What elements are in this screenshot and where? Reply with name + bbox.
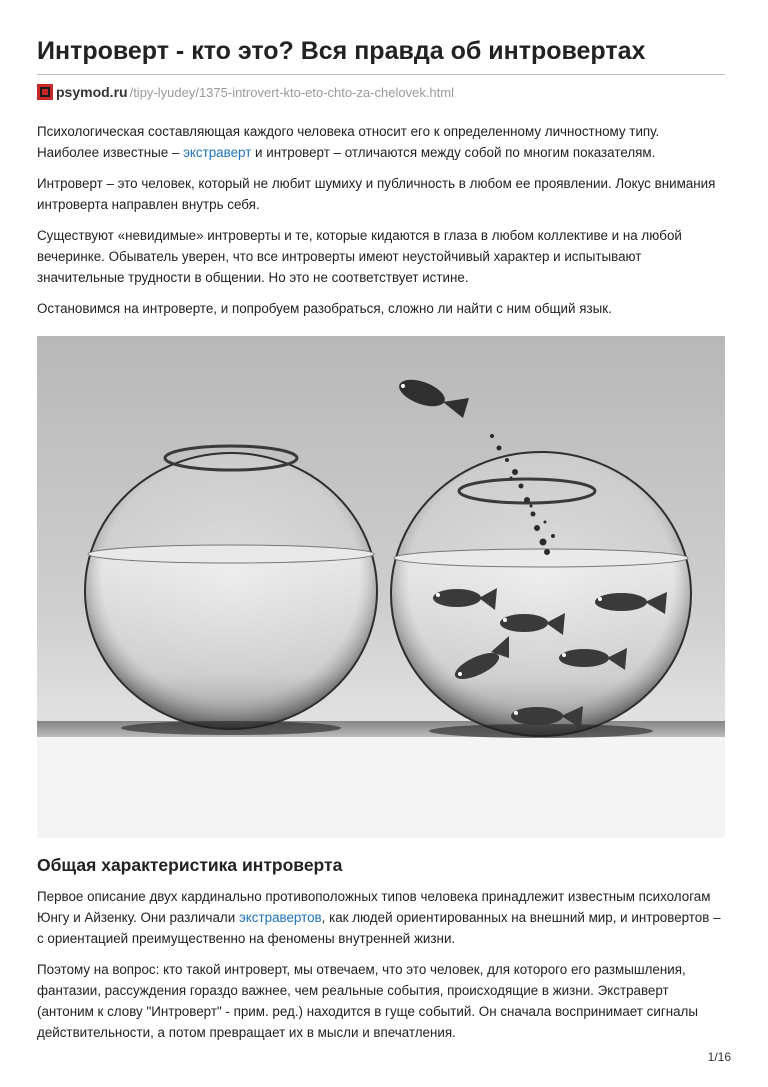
section-text bbox=[37, 886, 725, 1053]
paragraph bbox=[37, 121, 725, 163]
paragraph-text: и интроверт – отличаются между собой по многим показателям. bbox=[251, 145, 656, 160]
paragraph bbox=[37, 886, 725, 949]
paragraph: Существуют «невидимые» интроверты и те, которые кидаются в глаза в любом коллективе и на любой вечеринке. Обыватель уверен, что все интроверты имеют неустойчивый характер и испытывают значительные трудности в общении. Но это не соответствует истине. bbox=[37, 228, 682, 285]
extraverts-link[interactable]: экстравертов bbox=[238, 910, 322, 925]
article-title: Интроверт - кто это? Вся правда об интровертах bbox=[37, 37, 646, 65]
photo-illustration bbox=[37, 336, 725, 838]
paragraph-text: , как людей ориентированных на внешний мир, и интровертов – с ориентацией преимущественно на феномены внутренней жизни. bbox=[37, 910, 721, 946]
site-logo-icon bbox=[37, 84, 53, 100]
page-number: 1/16 bbox=[707, 1050, 731, 1064]
paragraph: Остановимся на интроверте, и попробуем разобраться, сложно ли найти с ним общий язык. bbox=[37, 301, 612, 316]
source-line bbox=[37, 82, 454, 102]
extravert-link[interactable]: экстраверт bbox=[183, 145, 252, 160]
source-site[interactable]: psymod.ru bbox=[56, 84, 128, 100]
source-path[interactable]: /tipy-lyudey/1375-introvert-kto-eto-chto-za-chelovek.html bbox=[129, 84, 454, 100]
title-divider bbox=[37, 74, 725, 75]
section-heading: Общая характеристика интроверта bbox=[37, 855, 343, 875]
intro-text bbox=[37, 121, 725, 329]
paragraph-text: Психологическая составляющая каждого человека относит его к определенному личностному типу. Наиболее известные – bbox=[37, 124, 660, 160]
paragraph: Поэтому на вопрос: кто такой интроверт, мы отвечаем, что это человек, для которого его размышления, фантазии, рассуждения гораздо важнее, чем реальные события, происходящие в жизни. Экстраверт (антоним к слову "Интроверт" - прим. ред.) находится в гуще событий. Он сначала воспринимает сигналы действительности, а потом превращает их в мысли и впечатления. bbox=[37, 962, 698, 1040]
fish-jumping-photo bbox=[37, 336, 725, 838]
paragraph-text: Первое описание двух кардинально противоположных типов человека принадлежит известным психологам Юнгу и Айзенку. Они различали bbox=[37, 889, 711, 925]
paragraph: Интроверт – это человек, который не любит шумиху и публичность в любом ее проявлении. Локус внимания интроверта направлен внутрь себя. bbox=[37, 176, 716, 212]
